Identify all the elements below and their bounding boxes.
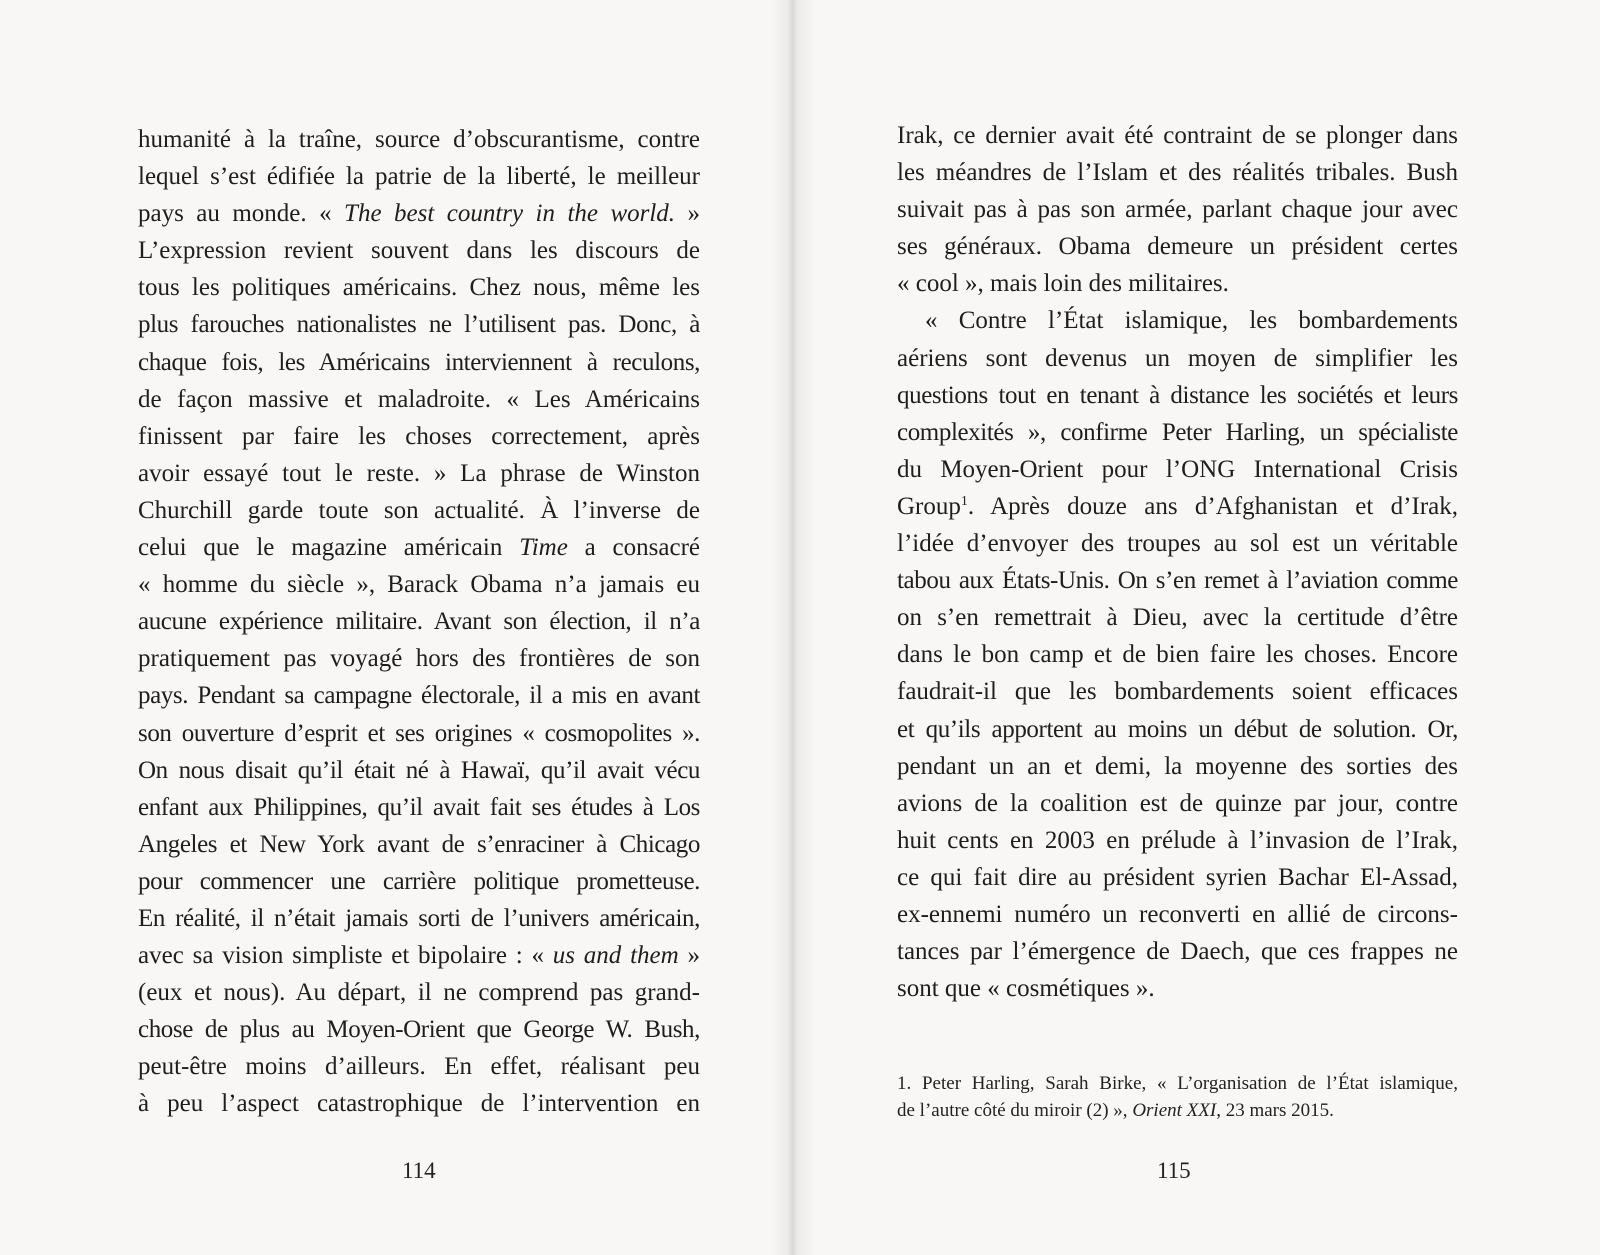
text-line: Irak, ce dernier avait été contraint de se plonger dans (897, 122, 1458, 149)
text-line: huit cents en 2003 en prélude à l’invasion de l’Irak, (897, 826, 1458, 854)
text-line (138, 195, 700, 232)
text-line: aucune expérience militaire. Avant son élection, il n’a (138, 608, 700, 636)
text-line: humanité à la traîne, source d’obscurantisme, contre (138, 126, 700, 153)
italic-title: Time (519, 534, 568, 562)
text-line: on s’en remettrait à Dieu, avec la certitude d’être (897, 604, 1458, 632)
text-segment: a consacré (567, 534, 700, 562)
page-number-left: 114 (402, 1158, 436, 1183)
text-line: son ouverture d’esprit et ses origines « cosmopolites ». (138, 719, 700, 747)
footnote-reference: 1 (960, 493, 968, 509)
text-segment: de l’autre côté du miroir (2) », (897, 1100, 1133, 1121)
text-line: dans le bon camp et de bien faire les choses. Encore (897, 641, 1458, 669)
text-segment: Group (897, 492, 961, 520)
text-line: L’expression revient souvent dans les discours de (138, 237, 700, 265)
text-line: finissent par faire les choses correctement, après (138, 422, 700, 450)
text-line: tous les politiques américains. Chez nous, même les (138, 274, 700, 302)
text-line: ses généraux. Obama demeure un président certes (897, 233, 1458, 261)
text-line (138, 529, 700, 566)
text-line: (eux et nous). Au départ, il ne comprend pas grand- (138, 979, 700, 1007)
footnote (897, 1070, 1458, 1124)
text-line: ce qui fait dire au président syrien Bachar El-Assad, (897, 863, 1458, 891)
right-page-body (897, 117, 1458, 1007)
text-line: suivait pas à pas son armée, parlant chaque jour avec (897, 196, 1458, 224)
text-segment: . Après douze ans d’Afghanistan et d’Irak, (967, 492, 1458, 520)
page-number-right: 115 (1157, 1158, 1191, 1183)
text-line: à peu l’aspect catastrophique de l’intervention en (138, 1090, 700, 1118)
text-line (897, 488, 1458, 525)
text-line: plus farouches nationalistes ne l’utilisent pas. Donc, à (138, 311, 700, 339)
text-line: faudrait-il que les bombardements soient efficaces (897, 678, 1458, 706)
text-line: questions tout en tenant à distance les sociétés et leurs (897, 381, 1458, 409)
text-line: peut-être moins d’ailleurs. En effet, réalisant peu (138, 1053, 700, 1081)
text-line: de façon massive et maladroite. « Les Américains (138, 385, 700, 413)
book-gutter (770, 0, 815, 1255)
text-segment: avec sa vision simpliste et bipolaire : « (138, 942, 553, 970)
text-segment: » (678, 942, 701, 970)
text-line: tabou aux États-Unis. On s’en remet à l’aviation comme (897, 567, 1458, 595)
text-line: complexités », confirme Peter Harling, un spécialiste (897, 418, 1458, 446)
text-segment: celui que le magazine américain (138, 534, 520, 562)
text-line: On nous disait qu’il était né à Hawaï, qu’il avait vécu (138, 756, 700, 784)
text-line: avions de la coalition est de quinze par jour, contre (897, 789, 1458, 817)
text-line: enfant aux Philippines, qu’il avait fait ses études à Los (138, 793, 700, 821)
text-line: et qu’ils apportent au moins un début de solution. Or, (897, 715, 1458, 743)
text-segment: , 23 mars 2015. (1216, 1100, 1334, 1121)
footnote-line: 1. Peter Harling, Sarah Birke, « L’organisation de l’État islamique, (897, 1073, 1458, 1094)
footnote-line (897, 1097, 1458, 1124)
left-page (0, 0, 790, 1255)
italic-source: Orient XXI (1132, 1100, 1217, 1121)
text-line: tances par l’émergence de Daech, que ces frappes ne (897, 938, 1458, 966)
text-line: « cool », mais loin des militaires. (897, 270, 1229, 298)
text-line: les méandres de l’Islam et des réalités tribales. Bush (897, 159, 1458, 187)
text-line: l’idée d’envoyer des troupes au sol est un véritable (897, 530, 1458, 558)
text-line: du Moyen-Orient pour l’ONG International Crisis (897, 455, 1458, 483)
left-page-body (138, 121, 700, 1123)
text-line: pays. Pendant sa campagne électorale, il a mis en avant (138, 682, 700, 710)
text-line: Churchill garde toute son actualité. À l’inverse de (138, 496, 700, 524)
text-line: chose de plus au Moyen-Orient que George W. Bush, (138, 1016, 700, 1044)
text-segment: pays au monde. « (138, 200, 345, 228)
italic-quote: The best country in the world. (344, 200, 676, 228)
text-line (138, 937, 700, 974)
text-line: pendant un an et demi, la moyenne des sorties des (897, 752, 1458, 780)
text-line: aériens sont devenus un moyen de simplifier les (897, 344, 1458, 372)
text-line: sont que « cosmétiques ». (897, 975, 1155, 1003)
italic-quote: us and them (552, 942, 679, 970)
text-line: chaque fois, les Américains interviennent à reculons, (138, 348, 700, 376)
text-line: « homme du siècle », Barack Obama n’a jamais eu (138, 571, 700, 599)
text-segment: » (675, 200, 701, 228)
text-line: pour commencer une carrière politique prometteuse. (138, 867, 700, 895)
text-line: En réalité, il n’était jamais sorti de l’univers américain, (138, 904, 700, 932)
text-line: ex-ennemi numéro un reconverti en allié de circons- (897, 900, 1458, 928)
text-line: lequel s’est édifiée la patrie de la liberté, le meilleur (138, 163, 700, 191)
text-line: Angeles et New York avant de s’enraciner à Chicago (138, 830, 700, 858)
text-line: pratiquement pas voyagé hors des frontières de son (138, 645, 700, 673)
text-line: avoir essayé tout le reste. » La phrase de Winston (138, 459, 700, 487)
text-line: « Contre l’État islamique, les bombardements (925, 307, 1458, 335)
